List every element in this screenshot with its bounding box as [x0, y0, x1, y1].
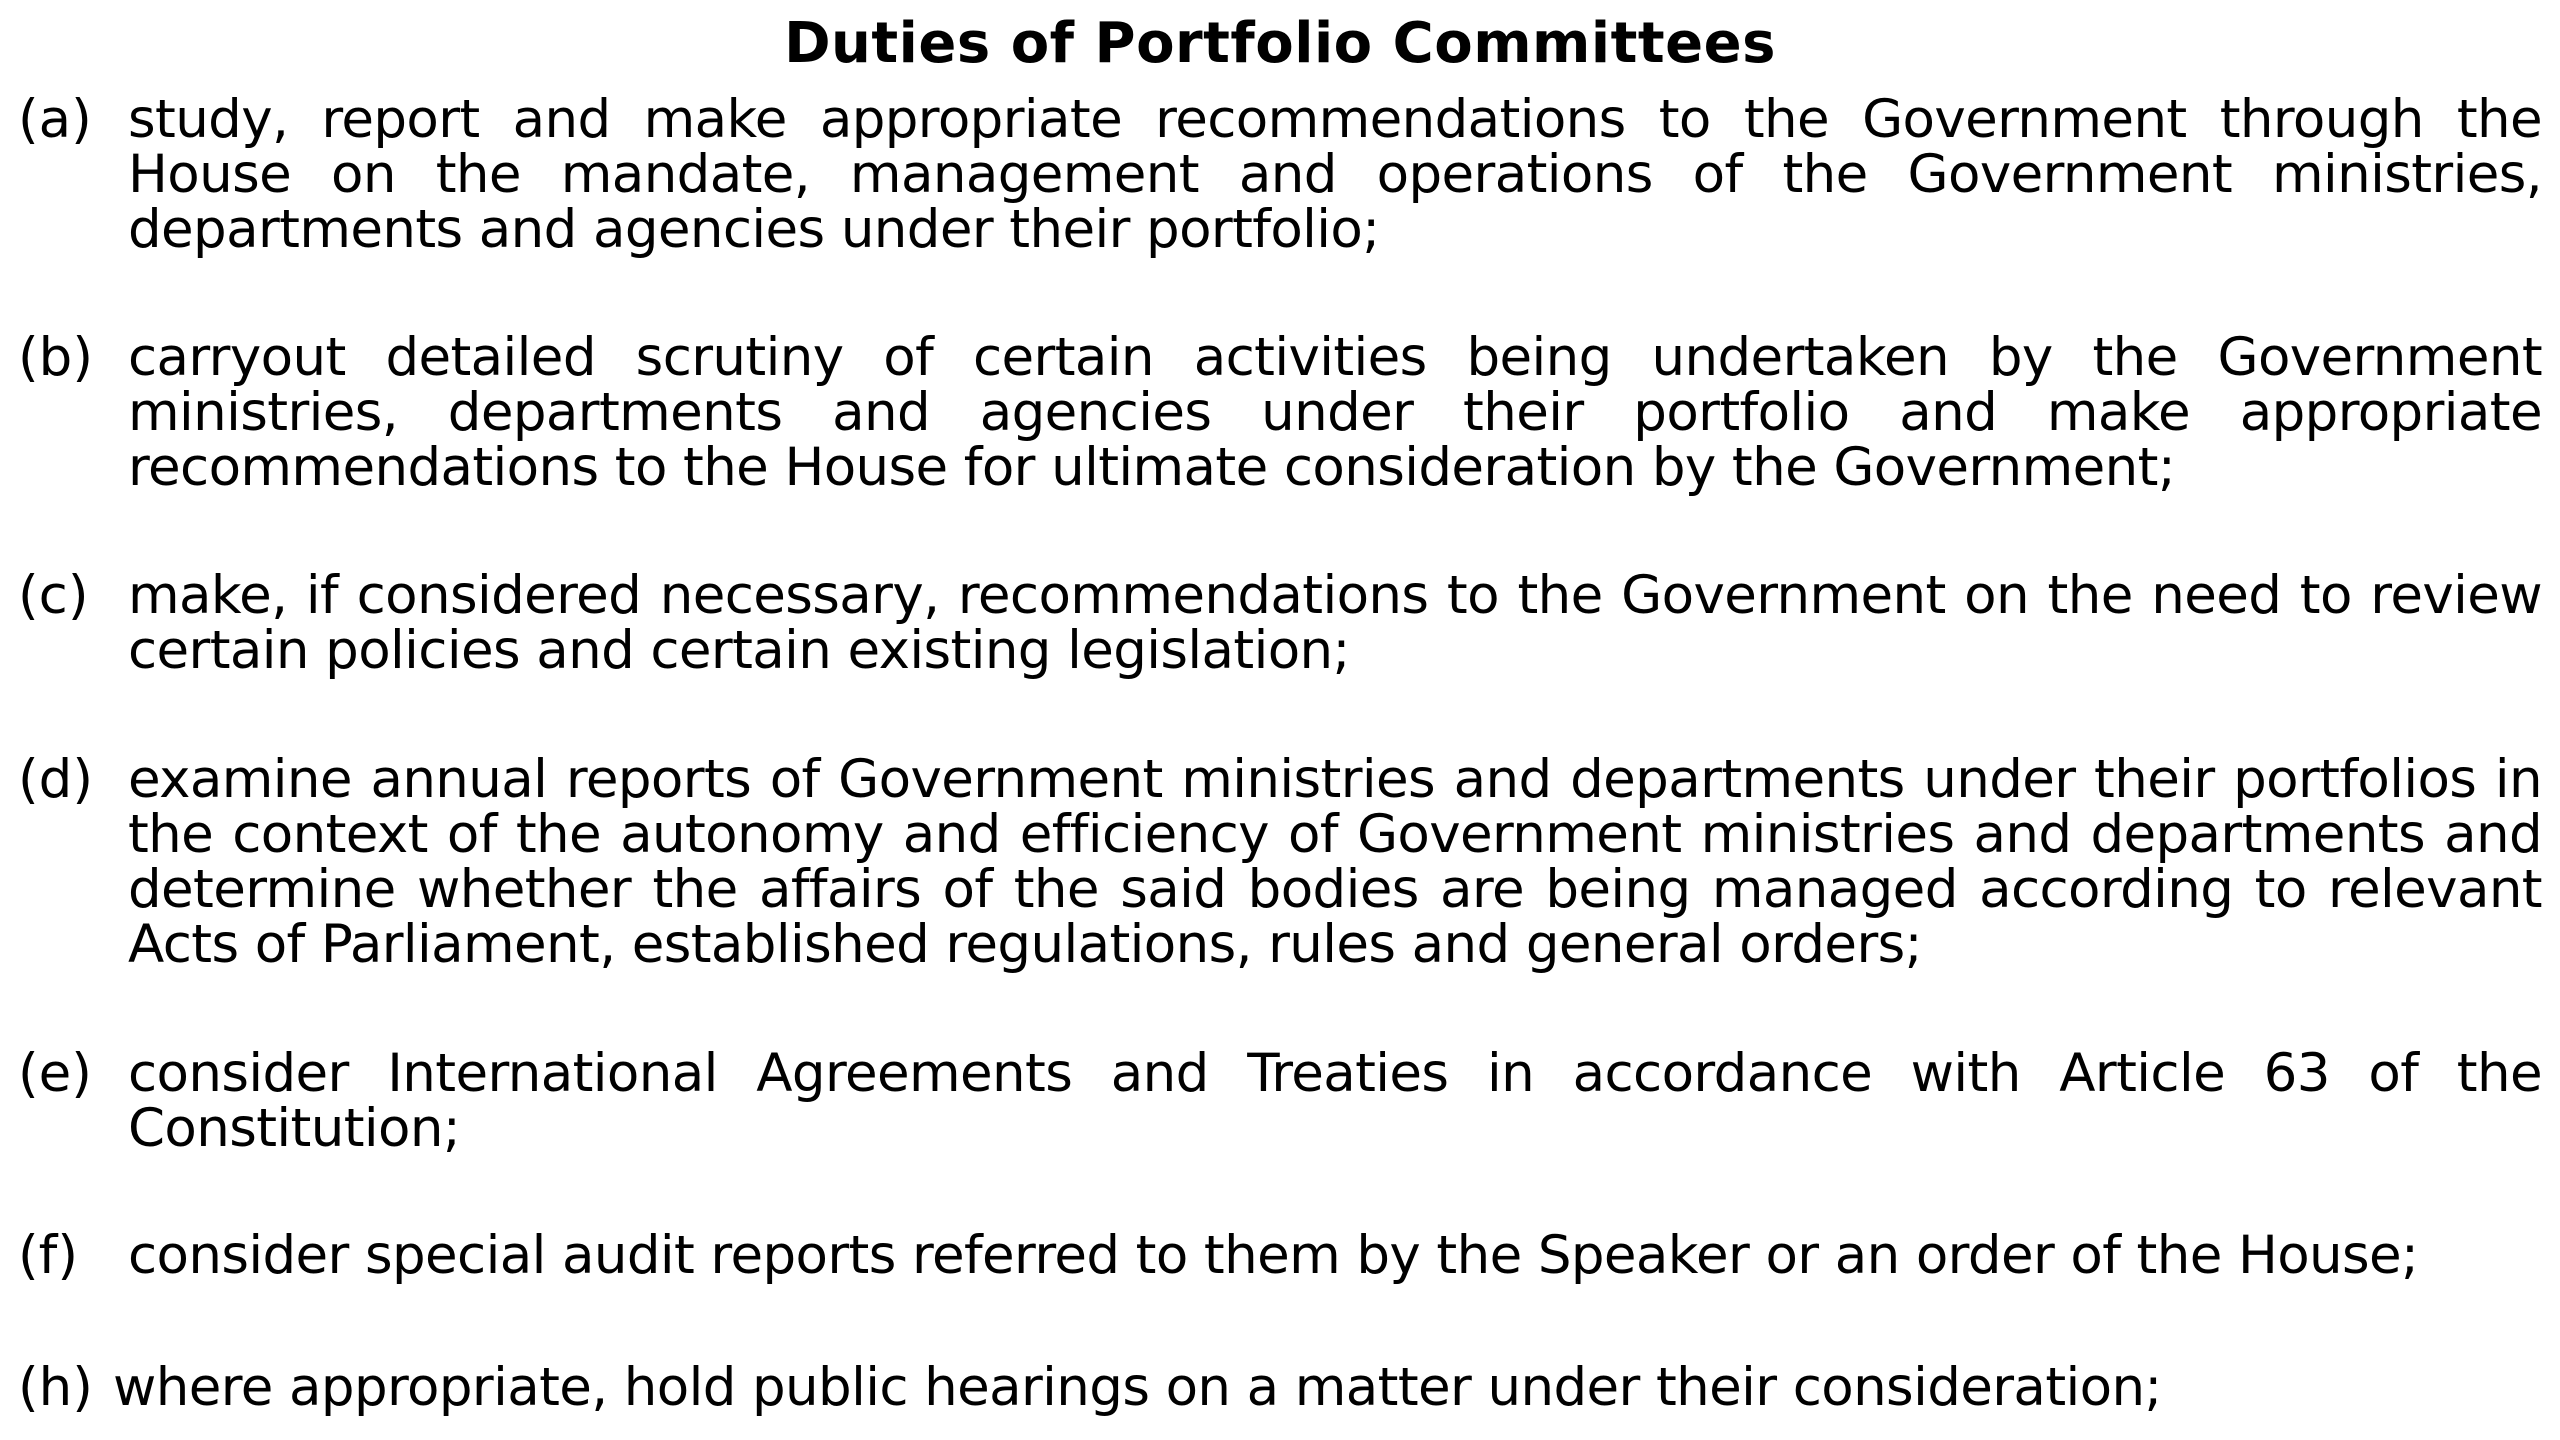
item-label: (c) — [18, 565, 89, 626]
item-label: (a) — [18, 89, 92, 150]
duty-item-c — [18, 565, 2542, 681]
item-label: (e) — [18, 1043, 92, 1104]
item-text: study, report and make appropriate recommendations to the Government through the House on the mandate, management and operations of the Government ministries, departments and agencies under their portfolio; — [128, 89, 2542, 260]
item-label: (f) — [18, 1225, 79, 1286]
item-text: make, if considered necessary, recommendations to the Government on the need to review certain policies and certain existing legislation; — [128, 565, 2542, 681]
duty-item-h — [18, 1357, 2542, 1418]
item-label: (b) — [18, 327, 93, 388]
duty-item-f — [18, 1225, 2542, 1286]
item-text: consider International Agreements and Treaties in accordance with Article 63 of the Constitution; — [128, 1043, 2542, 1159]
duty-item-b — [18, 327, 2542, 498]
item-label: (h) — [18, 1357, 93, 1418]
duty-item-e — [18, 1043, 2542, 1159]
duty-item-a — [18, 89, 2542, 260]
duty-item-d — [18, 749, 2542, 975]
item-text: where appropriate, hold public hearings on a matter under their consideration; — [113, 1357, 2162, 1418]
item-text: consider special audit reports referred to them by the Speaker or an order of the House; — [128, 1225, 2419, 1286]
item-label: (d) — [18, 749, 93, 810]
document-title: Duties of Portfolio Committees — [784, 11, 1776, 76]
item-text: examine annual reports of Government ministries and departments under their portfolios in the context of the autonomy and efficiency of Government ministries and departments and determine whether the affairs of the said bodies are being managed according to relevant Acts of Parliament, established regulations, rules and general orders; — [128, 749, 2542, 975]
item-text: carryout detailed scrutiny of certain activities being undertaken by the Government ministries, departments and agencies under their portfolio and make appropriate recommendations to the House for ultimate consideration by the Government; — [128, 327, 2542, 498]
